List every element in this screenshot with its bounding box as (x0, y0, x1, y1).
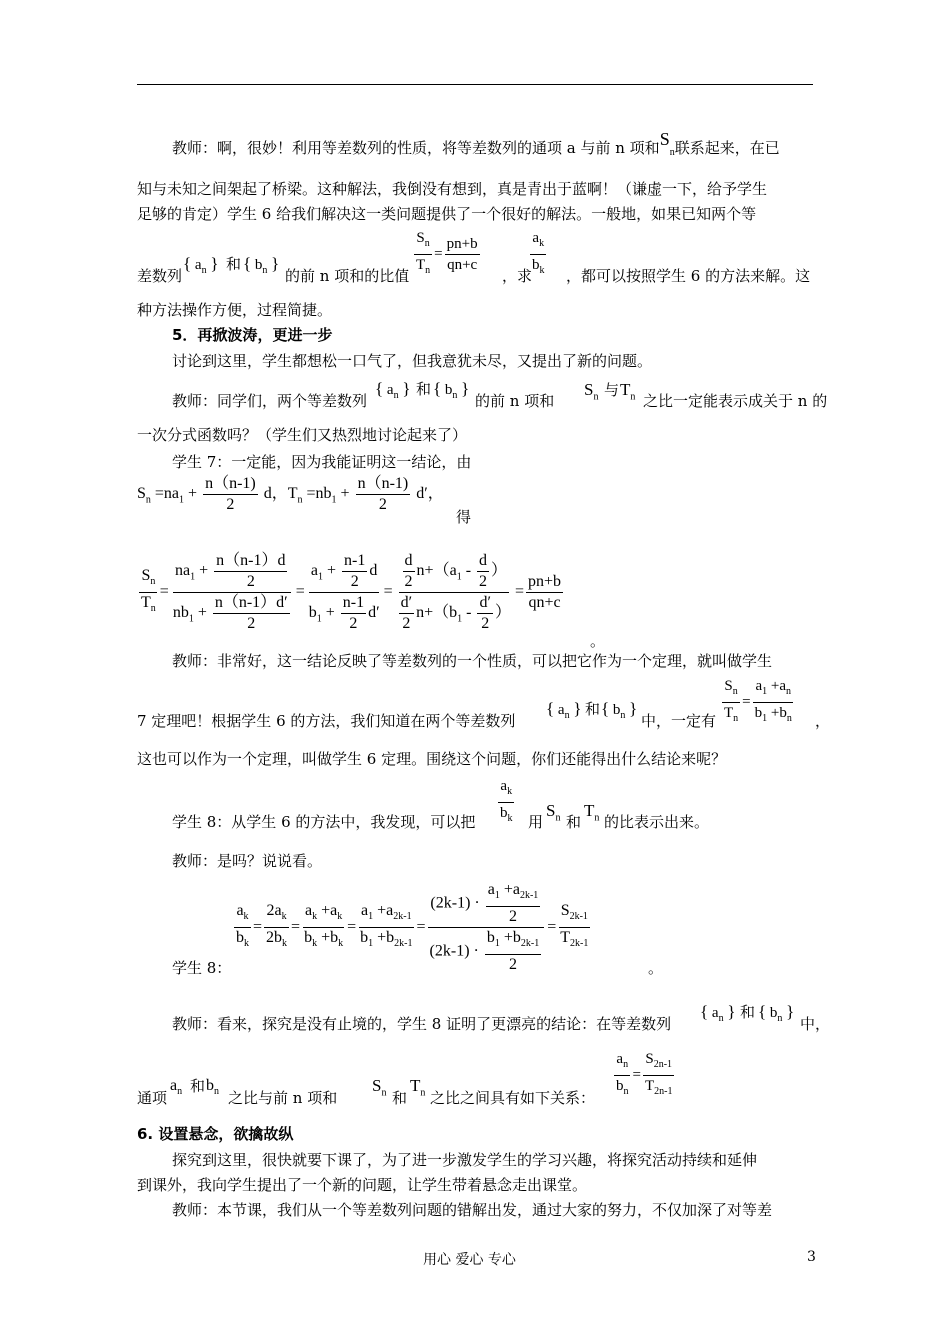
para-1-line-4-text-a: 差数列 (137, 267, 183, 285)
para-1-line-2: 知与未知之间架起了桥梁。这种解法，我倒没有想到，真是青出于蓝啊！（谦虚一下，给予学生 (137, 180, 768, 198)
formula-sn-tn-ratio: $\frac{S_n}{T_n}$ = $\frac{pn+b}{qn+c}$ (416, 230, 478, 276)
para-6-line-2-text-c: 之比与前 n 项和 (228, 1089, 338, 1107)
para-3-line-2: 一次分式函数吗？（学生们又热烈地讨论起来了） (137, 426, 468, 444)
para-6-line-1-text-b: 和 (740, 1003, 756, 1021)
para-4-line-3: 这也可以作为一个定理，叫做学生 6 定理。围绕这个问题，你们还能得出什么结论来呢？ (137, 750, 727, 768)
para-1-line-3: 足够的肯定）学生 6 给我们解决这一类问题提供了一个很好的解法。一般地，如果已知两个等 (137, 205, 757, 223)
para-3-text-d: 与 (604, 381, 620, 399)
formula-student8-proof: $\frac{a_k}{b_k}$ = $\frac{2a_k}{2b_k}$ = $\frac{a_k +a_k}{b_k +b_k}$ = $\frac{a_1 +a_{2k-1}}{b_1 +b_{2k-1}}$ = (2k-1) · $\frac{a_1 +a_{2k-1}}{2}$ (2k-1) · $\frac{b_1 +b_{2k-1}}{2}$ = $\frac{S_{2k-1}}{T_{2k-1}}$ (236, 881, 589, 974)
sym-sn: $S_n$ (584, 380, 599, 403)
student-8-text-a: 学生 8：从学生 6 的方法中，我发现，可以把 (172, 813, 476, 831)
para-4-line-2-text-c: 中，一定有 (641, 712, 717, 730)
para-6-line-2-text-a: 通项 (137, 1089, 168, 1107)
para-4-line-2-text-d: ， (815, 712, 831, 730)
formula-sn-tn-def: $S_n =na_1$ + $\frac{n(n-1)}{2}$ d，$T_n =nb_1$ + $\frac{n(n-1)}{2}$ d′， (137, 475, 444, 513)
para-6-line-2-text-d: 和 (392, 1089, 408, 1107)
para-3-text-b: 和 (416, 380, 432, 398)
para-4-line-1: 教师：非常好，这一结论反映了等差数列的一个性质，可以把它作为一个定理，就叫做学生 (172, 652, 773, 670)
text-period-2: 。 (648, 959, 664, 977)
text-period-1: 。 (590, 632, 606, 650)
para-1-line-1: 教师：啊，很妙！利用等差数列的性质，将等差数列的通项 a 与前 n 项和$S_n$联系起来，在已 (172, 129, 780, 158)
sym-tn-3: $T_n$ (410, 1076, 426, 1099)
formula-an-bn: $\frac{a_n}{b_n}$ = $\frac{S_{2n-1}}{T_{2n-1}}$ (616, 1051, 673, 1097)
student-8-text-c: 和 (566, 813, 582, 831)
para-7-line-3: 教师：本节课，我们从一个等差数列问题的错解出发，通过大家的努力，不仅加深了对等差 (172, 1201, 773, 1219)
formula-ak-bk-2: $\frac{a_k}{b_k}$ (500, 778, 513, 824)
para-6-line-2-text-b: 和 (190, 1077, 206, 1095)
seq-b-set-4: { $b_n$ } (758, 1002, 795, 1024)
formula-derivation: $\frac{S_n}{T_n}$ = $na_1$ + $\frac{n(n-1)d}{2}$ $nb_1$ + $\frac{n(n-1)d'}{2}$ = $a_1$ + $\frac{n-1}{2}$ d $b_1$ + $\frac{n-1}{2}$ d′ = $\frac{d}{2}$ $n+(a_1$ - $\frac{d}{2}$ ） $\frac{d'}{2}$ $n+(b_1$ - $\frac{d'}{2}$ ） = $\frac{pn+b}{qn+c}$ (141, 552, 562, 632)
sym-sn-3: $S_n$ (372, 1076, 387, 1099)
para-6-line-1-text-c: 中， (800, 1015, 831, 1033)
para-1-line-4-text-c: 的前 n 项和的比值 (285, 267, 410, 285)
formula-ak-bk: $\frac{a_k}{b_k}$ (532, 230, 545, 276)
sym-an: $a_n$ (170, 1077, 183, 1098)
sym-sn-2: $S_n$ (546, 801, 561, 824)
footer-center: 用心 爱心 专心 (423, 1252, 516, 1268)
para-1-line-4-text-e: ，都可以按照学生 6 的方法来解。这 (566, 267, 811, 285)
para-3-text-e: 之比一定能表示成关于 n 的 (643, 392, 828, 410)
para-6-line-2-text-e: 之比之间具有如下关系： (430, 1089, 596, 1107)
section-heading-5: 5．再掀波涛，更进一步 (172, 326, 333, 344)
header-rule (137, 84, 813, 85)
seq-a-set-4: { $a_n$ } (700, 1002, 736, 1024)
student-8-text-d: 的比表示出来。 (604, 813, 710, 831)
para-1-line-4-text-b: 和 (226, 255, 242, 273)
text-de: 得 (456, 508, 472, 526)
para-4-line-2-text-b: 和 (585, 700, 601, 718)
sym-tn: $T_n$ (620, 380, 636, 403)
seq-b-set-2: { $b_n$ } (433, 379, 470, 401)
student-7-intro: 学生 7：一定能，因为我能证明这一结论，由 (172, 453, 472, 471)
seq-b-set-3: { $b_n$ } (601, 699, 638, 721)
sym-tn-2: $T_n$ (584, 801, 600, 824)
seq-b-set: { $b_n$ } (243, 254, 280, 276)
para-2: 讨论到这里，学生都想松一口气了，但我意犹未尽，又提出了新的问题。 (172, 352, 653, 370)
sym-bn: $b_n$ (206, 1077, 219, 1098)
para-4-line-2-text-a: 7 定理吧！根据学生 6 的方法，我们知道在两个等差数列 (137, 712, 516, 730)
seq-a-set-3: { $a_n$ } (546, 699, 582, 721)
para-1-line-4-text-d: ，求 (502, 267, 533, 285)
seq-a-set: { $a_n$ } (183, 254, 219, 276)
para-7-line-2: 到课外，我向学生提出了一个新的问题，让学生带着悬念走出课堂。 (137, 1176, 588, 1194)
teacher-question: 教师：是吗？说说看。 (172, 852, 323, 870)
student-8-text-b: 用 (528, 813, 544, 831)
para-7-line-1: 探究到这里，很快就要下课了，为了进一步激发学生的学习兴趣，将探究活动持续和延伸 (172, 1151, 758, 1169)
seq-a-set-2: { $a_n$ } (375, 379, 411, 401)
para-3-text-a: 教师：同学们，两个等差数列 (172, 392, 368, 410)
para-1-line-5: 种方法操作方便，过程简捷。 (137, 301, 333, 319)
student-8-label: 学生 8： (172, 959, 232, 977)
para-6-line-1-text-a: 教师：看来，探究是没有止境的，学生 8 证明了更漂亮的结论：在等差数列 (172, 1015, 672, 1033)
para-3-text-c: 的前 n 项和 (475, 392, 555, 410)
formula-student6-theorem: $\frac{S_n}{T_n}$ = $\frac{a_1 +a_n}{b_1 +b_n}$ (724, 678, 792, 724)
section-heading-6: 6. 设置悬念，欲擒故纵 (137, 1125, 294, 1143)
page-number: 3 (807, 1249, 816, 1265)
